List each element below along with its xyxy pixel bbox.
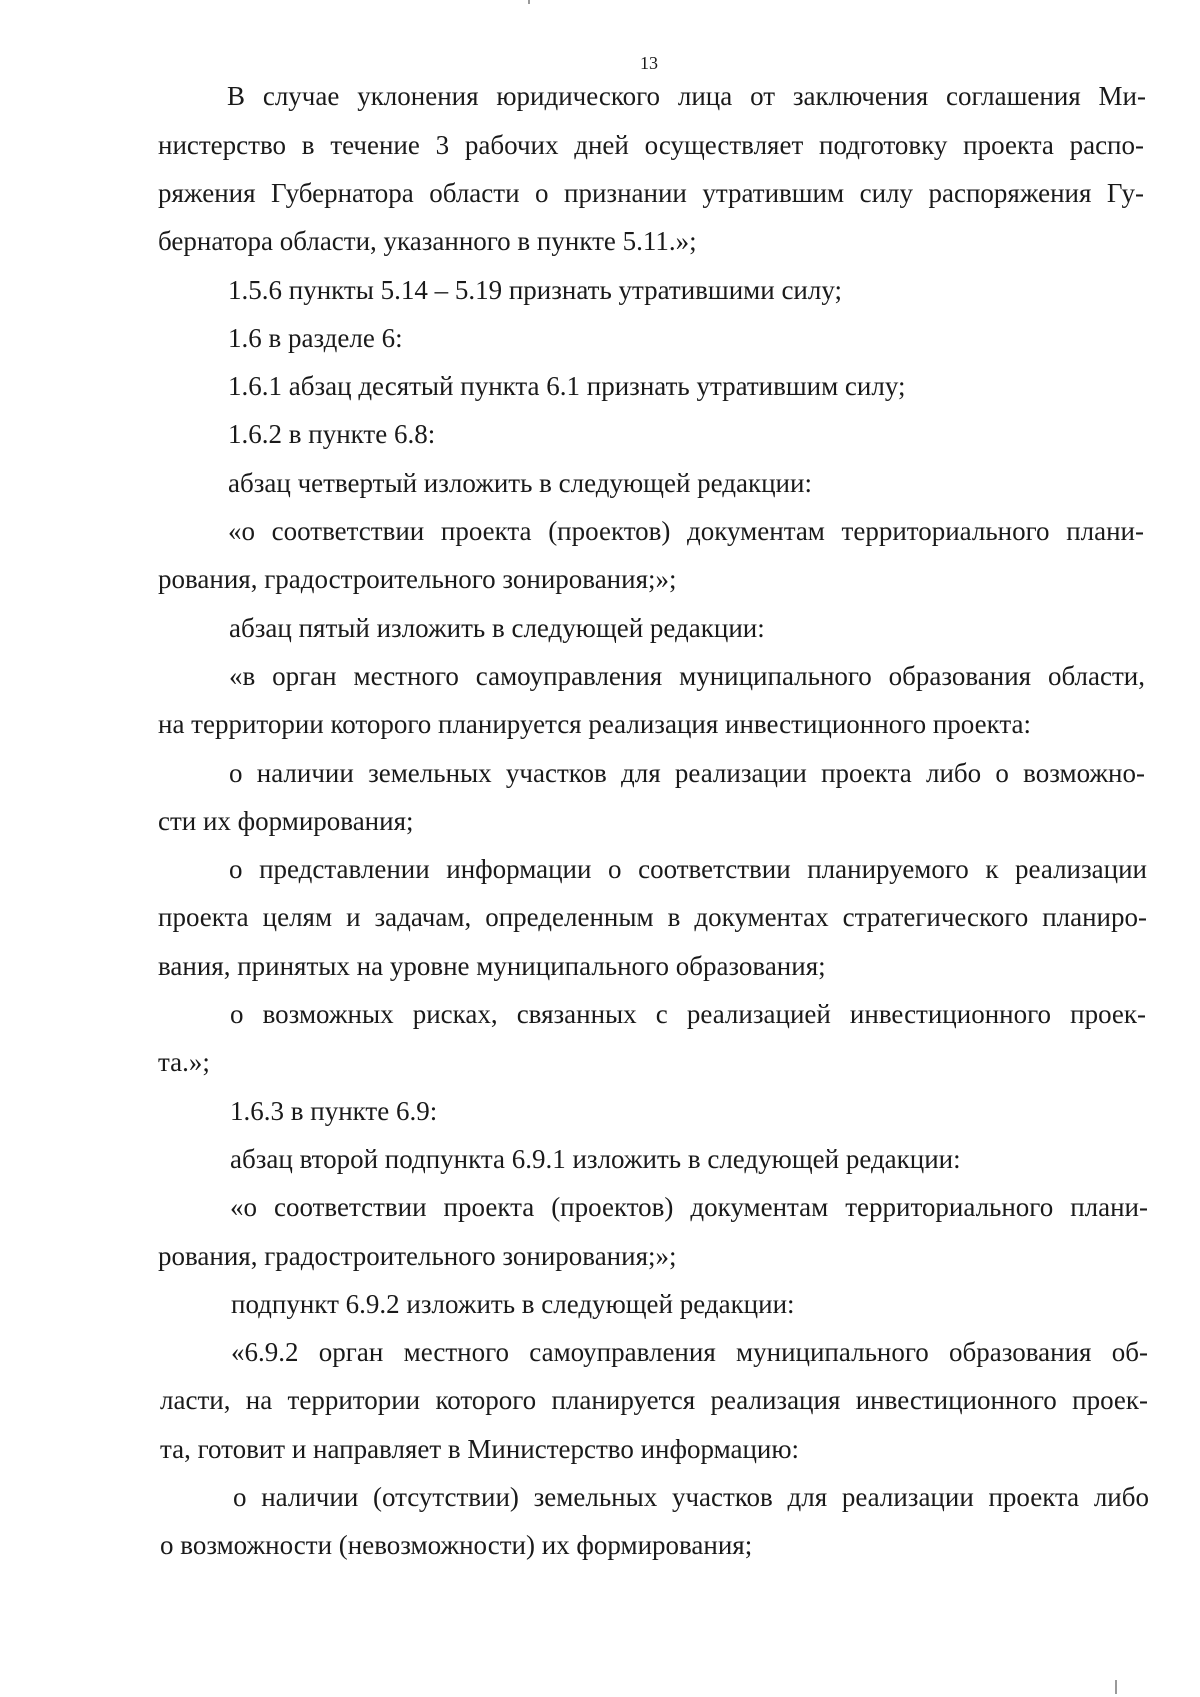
text-line: проекта целям и задачам, определенным в документах стратегического планиро- <box>158 902 1147 932</box>
text-line: 1.6.3 в пункте 6.9: <box>230 1096 438 1126</box>
text-line: вания, принятых на уровне муниципального образования; <box>158 951 826 981</box>
text-line: «о соответствии проекта (проектов) документам территориального плани- <box>230 1192 1148 1222</box>
text-line: 1.6 в разделе 6: <box>228 323 403 353</box>
text-line: та, готовит и направляет в Министерство информацию: <box>160 1434 800 1464</box>
text-line: 1.6.2 в пункте 6.8: <box>228 419 436 449</box>
page-number: 13 <box>640 53 658 73</box>
text-line: абзац четвертый изложить в следующей редакции: <box>228 468 812 498</box>
text-line: о возможных рисках, связанных с реализацией инвестиционного проек- <box>230 999 1146 1029</box>
text-line: на территории которого планируется реализация инвестиционного проекта: <box>158 709 1031 739</box>
text-line: «6.9.2 орган местного самоуправления муниципального образования об- <box>231 1337 1148 1367</box>
text-line: рования, градостроительного зонирования;»; <box>158 564 677 594</box>
text-line: бернатора области, указанного в пункте 5.11.»; <box>158 226 697 256</box>
text-line: о представлении информации о соответствии планируемого к реализации <box>229 854 1147 884</box>
text-line: абзац второй подпункта 6.9.1 изложить в следующей редакции: <box>230 1144 961 1174</box>
text-line: нистерство в течение 3 рабочих дней осуществляет подготовку проекта распо- <box>158 130 1144 160</box>
text-line: о наличии (отсутствии) земельных участков для реализации проекта либо <box>233 1482 1149 1512</box>
text-line: абзац пятый изложить в следующей редакции: <box>229 613 765 643</box>
text-line: 1.6.1 абзац десятый пункта 6.1 признать утратившим силу; <box>228 371 906 401</box>
text-line: рования, градостроительного зонирования;»; <box>158 1241 677 1271</box>
text-line: подпункт 6.9.2 изложить в следующей редакции: <box>231 1289 795 1319</box>
text-line: та.»; <box>158 1047 210 1077</box>
text-line: о наличии земельных участков для реализации проекта либо о возможно- <box>229 758 1145 788</box>
text-line: В случае уклонения юридического лица от заключения соглашения Ми- <box>227 81 1146 111</box>
text-line: сти их формирования; <box>158 806 414 836</box>
text-line: ласти, на территории которого планируется реализация инвестиционного проек- <box>160 1385 1148 1415</box>
text-line: «в орган местного самоуправления муниципального образования области, <box>229 661 1145 691</box>
text-line: ряжения Губернатора области о признании утратившим силу распоряжения Гу- <box>158 178 1144 208</box>
text-line: о возможности (невозможности) их формирования; <box>160 1530 753 1560</box>
scan-mark <box>528 0 530 4</box>
text-line: 1.5.6 пункты 5.14 – 5.19 признать утратившими силу; <box>228 275 842 305</box>
text-line: «о соответствии проекта (проектов) документам территориального плани- <box>228 516 1144 546</box>
scan-mark <box>1115 1680 1117 1694</box>
